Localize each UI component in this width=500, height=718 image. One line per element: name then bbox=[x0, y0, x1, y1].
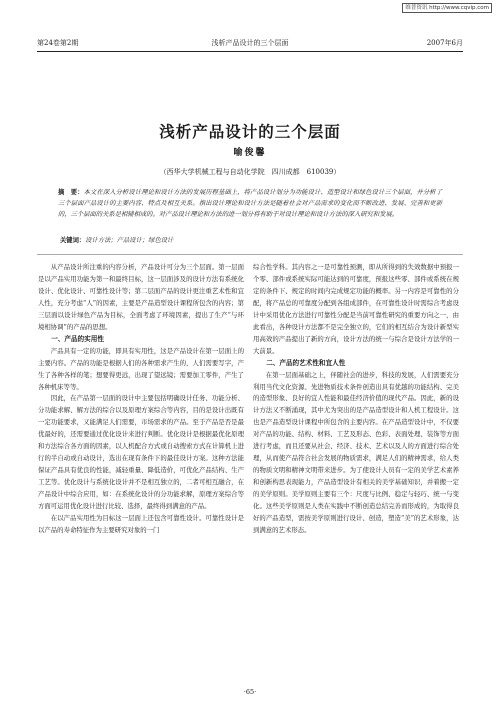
date-label: 2007年6月 bbox=[426, 39, 463, 47]
issue-label: 第24卷第2期 bbox=[37, 39, 79, 47]
header-rule bbox=[37, 51, 463, 52]
author-name: 喻俊馨 bbox=[233, 148, 267, 158]
right-column bbox=[253, 262, 459, 537]
keywords bbox=[60, 235, 442, 244]
section-heading: 二、产品的艺术性和宜人性 bbox=[266, 358, 346, 367]
page-number: ·65· bbox=[243, 688, 257, 696]
paragraph: 在第一层面基础之上，伴随社会的进步，科技的发展，人们需要充分利用当代文化资源、先进物质技术条件创造出具有优越的功能结构、完美的造型形象、良好的宜人性能和最佳经济价值的现代产品。因此，新的设计方法又不断涌现，其中尤为突出的是产品造型设计和人机工程设计。这也是产品造型设计课程中所包含的主要内容。在产品造型设计中，不仅要对产品的功能、结构、材料、工艺及形态、色彩、表面处理、装饰等方面进行考虑，而且还要从社会、经济、技术、艺术以及人的方面进行综合处理，从而使产品符合社会发展的物质需求，满足人们的精神需求，给人类的物质文明和精神文明带来进步。为了使设计人员有一定的美学艺术素养和创新构思表现能力，产品造型设计有相关的美学基础知识，并着搬一定的美学原则。美学原则主要有三个：尺度与比例、稳定与轻巧、统一与变化。这些美学原则是人类在实践中不断创造总结完善而形成的，为取得良好的产品造型，需按美学原则进行设计、创造，塑造“美”的艺术形象，达到满意的艺术形态。 bbox=[253, 370, 459, 534]
abstract-text: 本文在深入分析设计理论和设计方法的发展历程基础上，将产品设计划分为功能设计、造型设计和绿色设计三个层面，并分析了三个层面产品设计的主要内容、特点及相互关系。指出设计理论和设计方法是随着社会对产品需求的变化而不断改进、发展、完善和更新的，三个层面的关系是相辅相成的。对产品设计理论和方法的进一划分将有助于对设计理论和设计方法的深入研究和发展。 bbox=[58, 189, 443, 218]
article-title: 浅析产品设计的三个层面 bbox=[159, 122, 341, 141]
keywords-text: 设计方法；产品设计；绿色设计 bbox=[85, 237, 174, 244]
running-header bbox=[37, 37, 463, 49]
keywords-label: 关键词： bbox=[60, 237, 86, 244]
affiliation: （西华大学机械工程与自动化学院 四川成都 610039） bbox=[159, 168, 341, 176]
body-divider bbox=[37, 254, 463, 255]
abstract bbox=[58, 188, 442, 220]
source-watermark: 维普资讯 http://www.cqvip.com bbox=[402, 3, 492, 13]
paragraph: 产品具有一定的功能，即具有实用性，这是产品设计在第一层面上的主要内容。产品的功能是根据人们的各种需求产生的，人们需要写字，产生了各种各样的笔；想要得更远，出现了望远镜；需要加工零件，产生了各种机床等等。 bbox=[38, 346, 244, 391]
paragraph: 因此，在产品第一层面的设计中主要包括明确设计任务、功能分析、分功能求解、解方法的综合以及原理方案综合等内容，目的是设计出既有一定功能要求，又能满足人们需要，市场需求的产品。至于产品是否是最优最好的，还需要通过优化设计来进行判断。优化设计是根据最优化原理和方法综合各方面的因素，以人机配合方式或自动搜索方式在计算机上进行的半自动或自动设计，选出在现有条件下的最佳设计方案。这种方法能保证产品具有优良的性能，减轻重量、降低造价，可优化产品结构、生产工艺等。优化设计与系统化设计并不是相互独立的，二者可相互融合，在产品设计中综合应用，如：在系统化设计的分功能求解，原理方案综合等方面可运用优化设计进行比较、选择，最终得到满意的产品。 bbox=[38, 394, 244, 511]
paragraph: 在以产品实用性为目标这一层面上还包含可靠性设计。可靠性设计是以产品的寿命特征作为主要研究对象的一门 bbox=[38, 514, 244, 534]
section-heading: 一、产品的实用性 bbox=[51, 334, 104, 343]
left-column bbox=[38, 262, 244, 537]
abstract-label: 摘 要： bbox=[58, 189, 84, 196]
running-title: 浅析产品设计的三个层面 bbox=[211, 39, 289, 47]
paragraph: 从产品设计所注重的内容分析，产品设计可分为三个层面。第一层面是以产品实用功能为第一和最终目标，这一层面涉及的设计方法有系统化设计、优化设计、可靠性设计等；第二层面产品的设计更注重艺术性和宜人性，充分考虑“人”的因素，主要是产品造型设计课程所包含的内容；第三层面以设计绿色产品为目标，全面考虑了环境因素，提出了生产“与环境相协调”的产品的思想。 bbox=[38, 263, 244, 331]
paragraph-continued: 综合性学科。其内容之一是可靠性预测，即从所得到的失效数据中预报一个零、部件或系统实际可能达到的可靠度，预报这些零、部件或系统在规定的条件下、规定的时间内完成规定功能的概率。另一内容是可靠性的分配，将产品总的可靠度分配到各组成部件，在可靠性设计时需综合考虑设计中采用优化方法进行可靠性分配是当前可靠性研究的重要方向之一，由此看出，各种设计方法都不是完全独立的，它们的相互结合为设计新型实用高效的产品提出了新的方向，设计方法的统一与综合是设计方法学的一大前景。 bbox=[253, 263, 459, 355]
